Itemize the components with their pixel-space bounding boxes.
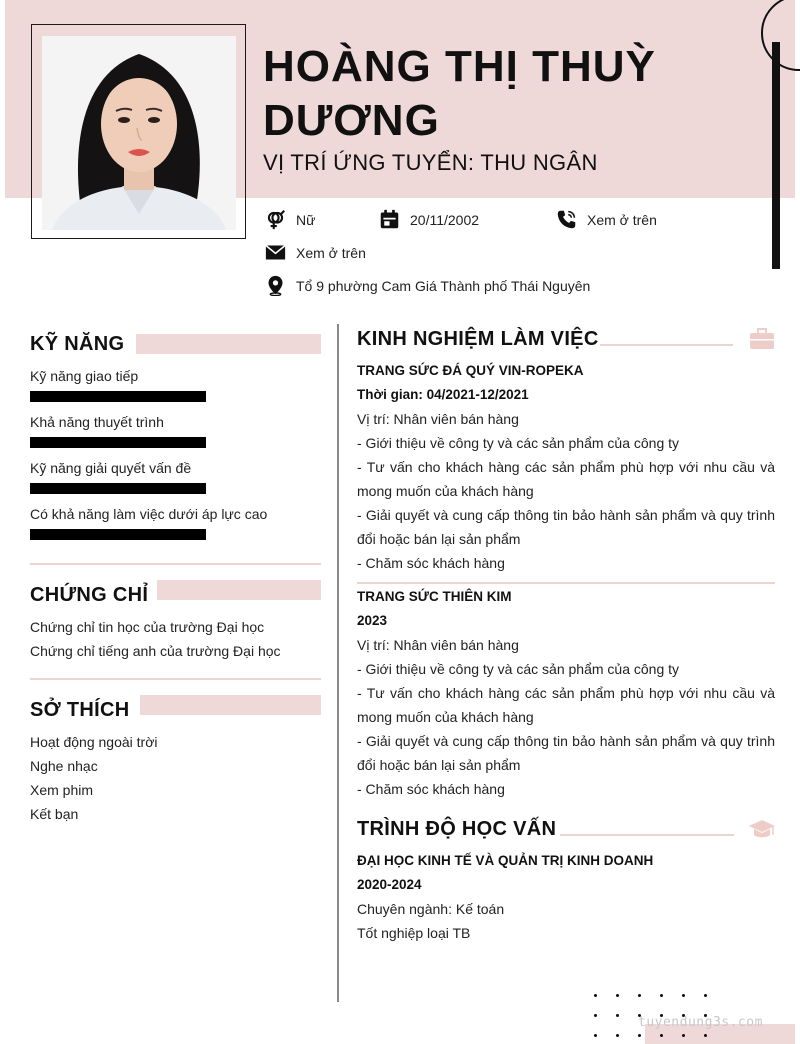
hobby-item: Hoạt động ngoài trời	[30, 734, 158, 750]
skill-item: Có khả năng làm việc dưới áp lực cao	[30, 506, 268, 522]
name-line-2: DƯƠNG	[263, 96, 440, 145]
info-birthday	[379, 209, 479, 230]
phone-icon	[556, 209, 577, 230]
decorative-dot	[682, 994, 685, 997]
job-line: - Chăm sóc khách hàng	[357, 555, 505, 571]
certificate-item: Chứng chỉ tiếng anh của trường Đại học	[30, 643, 281, 659]
education-title: TRÌNH ĐỘ HỌC VẤN	[357, 818, 557, 840]
job-line: - Tư vấn cho khách hàng các sản phẩm phù hợp với nhu cầu và mong muốn của khách hàng	[357, 459, 775, 499]
phone-text: Xem ở trên	[587, 211, 657, 228]
job-time: 2023	[357, 613, 388, 628]
hobby-item: Kết bạn	[30, 806, 79, 822]
certificates-title: CHỨNG CHỈ	[30, 584, 149, 606]
skill-level-bar	[30, 391, 206, 402]
email-text: Xem ở trên	[296, 244, 366, 261]
job-line: - Giới thiệu về công ty và các sản phẩm của công ty	[357, 661, 680, 677]
education-major: Chuyên ngành: Kế toán	[357, 901, 505, 917]
decorative-dot	[616, 1034, 619, 1037]
decorative-dot	[594, 1034, 597, 1037]
education-grade: Tốt nghiệp loại TB	[357, 925, 471, 941]
address-text: Tổ 9 phường Cam Giá Thành phố Thái Nguyên	[296, 277, 591, 294]
job-line: - Chăm sóc khách hàng	[357, 781, 505, 797]
skill-item: Kỹ năng giải quyết vấn đề	[30, 460, 192, 476]
decorative-dot	[660, 994, 663, 997]
job-company: TRANG SỨC THIÊN KIM	[357, 589, 512, 604]
job-time: Thời gian: 04/2021-12/2021	[357, 387, 529, 402]
decorative-dot	[660, 1034, 663, 1037]
envelope-icon	[265, 242, 286, 263]
candidate-name	[263, 40, 723, 148]
decorative-dot	[638, 1034, 641, 1037]
portrait-photo	[42, 36, 236, 230]
column-divider	[337, 324, 339, 1002]
map-pin-icon	[265, 275, 286, 296]
decorative-dot	[616, 1014, 619, 1017]
birthday-text: 20/11/2002	[410, 211, 480, 228]
hobbies-title: SỞ THÍCH	[30, 699, 130, 721]
skill-level-bar	[30, 483, 206, 494]
job-line: - Giải quyết và cung cấp thông tin bảo hành sản phẩm và quy trình đổi hoặc bán lại sản phẩm	[357, 507, 775, 547]
info-email	[265, 242, 366, 263]
skills-title: KỸ NĂNG	[30, 333, 125, 355]
watermark: tuyendung3s.com	[638, 1015, 763, 1030]
job-line: - Giới thiệu về công ty và các sản phẩm của công ty	[357, 435, 680, 451]
decorative-bar	[772, 42, 780, 269]
job-line: - Tư vấn cho khách hàng các sản phẩm phù hợp với nhu cầu và mong muốn của khách hàng	[357, 685, 775, 725]
decorative-dot	[616, 994, 619, 997]
certificate-item: Chứng chỉ tin học của trường Đại học	[30, 619, 265, 635]
name-line-1: HOÀNG THỊ THUỲ	[263, 42, 656, 91]
info-address	[265, 275, 590, 296]
decorative-dot	[594, 994, 597, 997]
education-school: ĐẠI HỌC KINH TẾ VÀ QUẢN TRỊ KINH DOANH	[357, 853, 654, 868]
education-title-line	[560, 834, 734, 836]
gender-icon	[265, 209, 286, 230]
job-line: - Giải quyết và cung cấp thông tin bảo hành sản phẩm và quy trình đổi hoặc bán lại sản phẩm	[357, 733, 775, 773]
job-line: Vị trí: Nhân viên bán hàng	[357, 411, 519, 427]
gender-text: Nữ	[296, 211, 316, 228]
hobby-item: Nghe nhạc	[30, 758, 98, 774]
hobbies-title-bar	[140, 695, 321, 715]
skill-level-bar	[30, 437, 206, 448]
briefcase-icon	[749, 328, 775, 350]
hobby-item: Xem phim	[30, 782, 94, 798]
section-divider	[30, 563, 321, 565]
decorative-dot	[638, 994, 641, 997]
job-company: TRANG SỨC ĐÁ QUÝ VIN-ROPEKA	[357, 363, 584, 378]
experience-title-line	[600, 344, 733, 346]
decorative-dot	[704, 994, 707, 997]
calendar-icon	[379, 209, 400, 230]
section-divider	[30, 678, 321, 680]
experience-title: KINH NGHIỆM LÀM VIỆC	[357, 328, 599, 350]
education-period: 2020-2024	[357, 877, 422, 892]
info-gender	[265, 209, 315, 230]
skill-item: Khả năng thuyết trình	[30, 414, 164, 430]
avatar	[42, 36, 236, 230]
info-phone	[556, 209, 657, 230]
applied-position: VỊ TRÍ ỨNG TUYỂN: THU NGÂN	[263, 150, 598, 175]
certificates-title-bar	[157, 580, 321, 600]
decorative-dot	[682, 1034, 685, 1037]
skill-item: Kỹ năng giao tiếp	[30, 368, 139, 384]
job-divider	[357, 582, 775, 584]
decorative-dot	[594, 1014, 597, 1017]
skill-level-bar	[30, 529, 206, 540]
decorative-dot	[704, 1034, 707, 1037]
graduation-cap-icon	[748, 818, 776, 840]
skills-title-bar	[136, 334, 321, 354]
job-line: Vị trí: Nhân viên bán hàng	[357, 637, 519, 653]
